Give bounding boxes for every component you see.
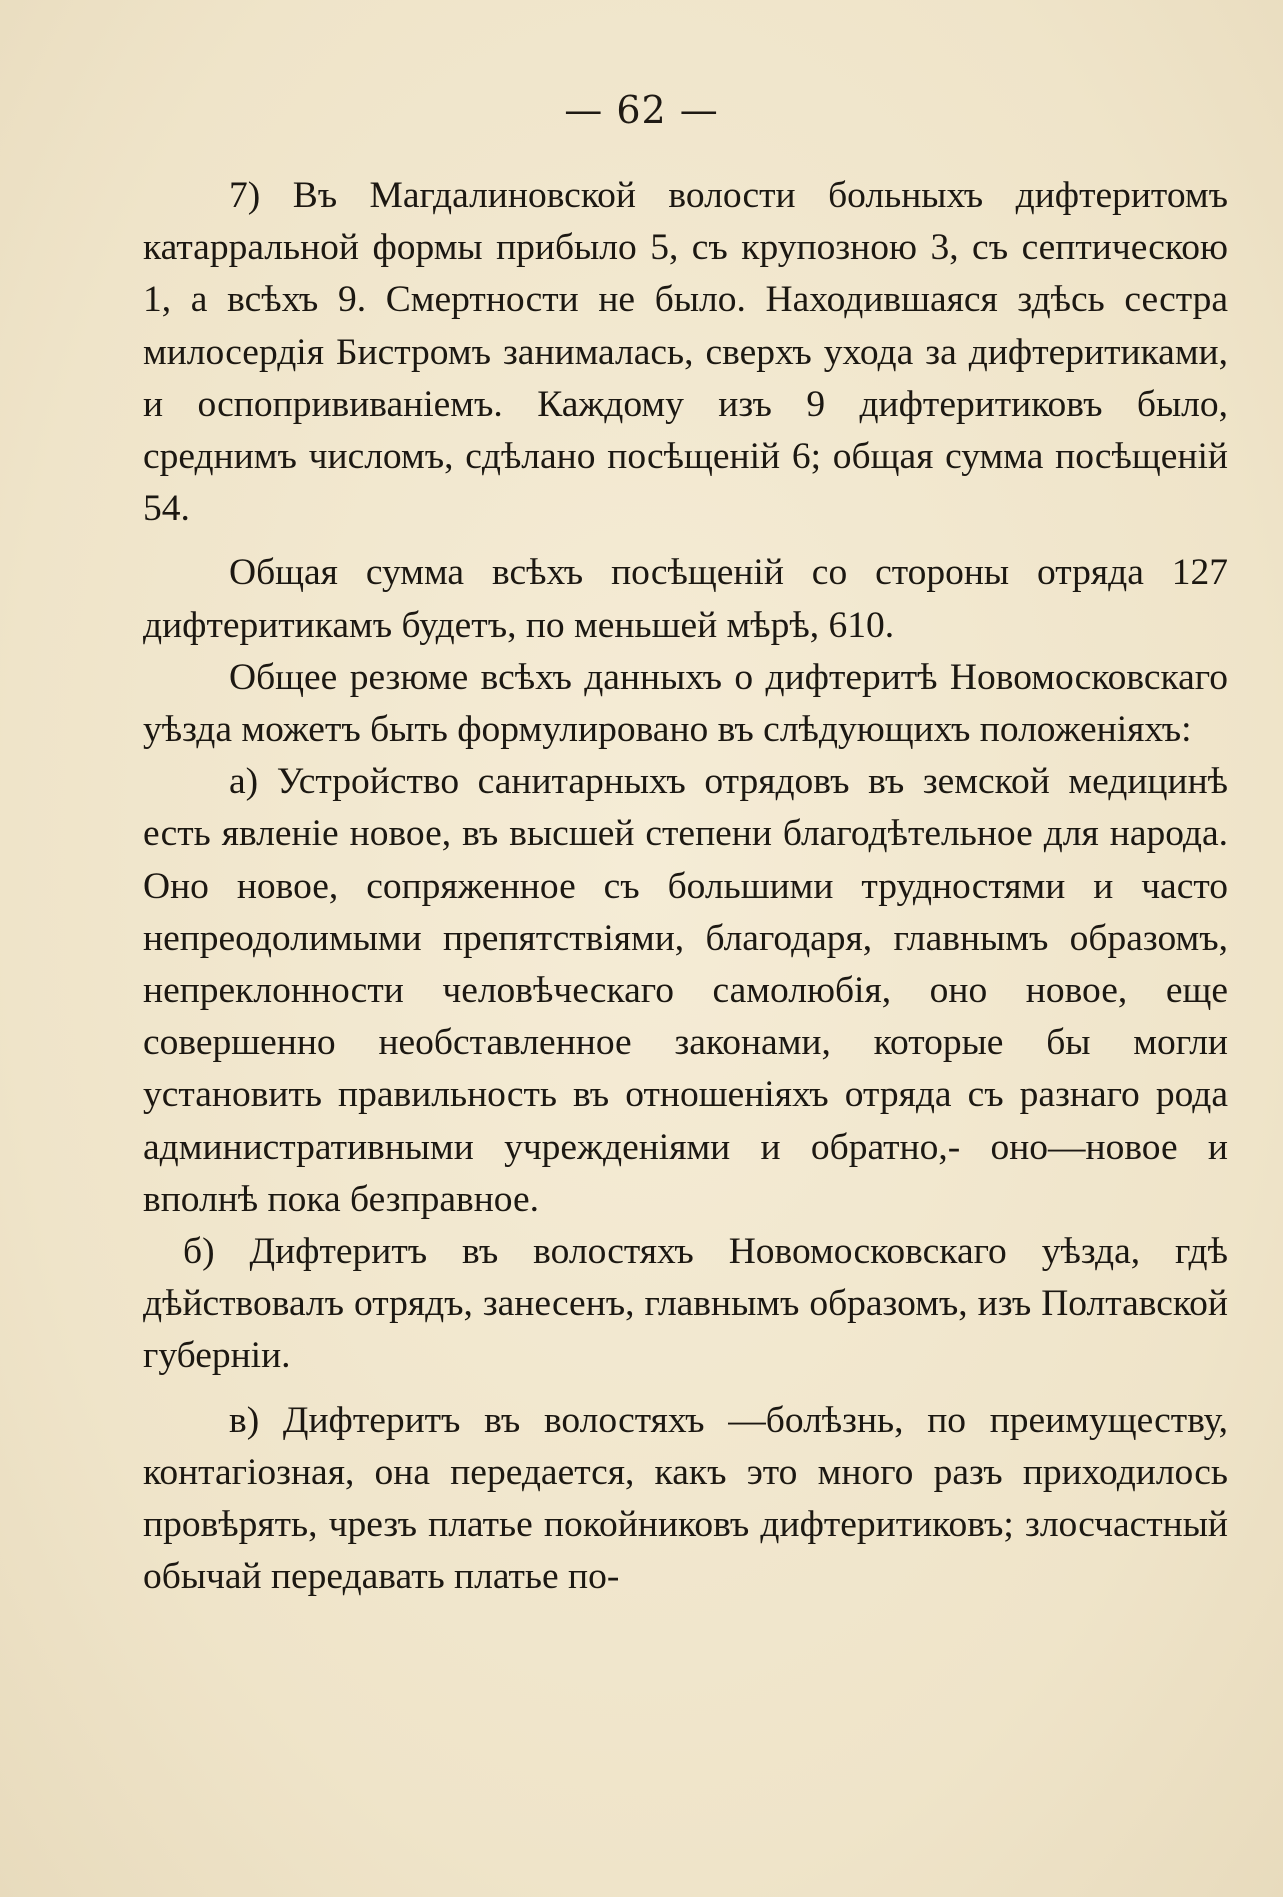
paragraph-point-b: б) Дифтеритъ въ волостяхъ Новомосковскаго уѣзда, гдѣ дѣйствовалъ отрядъ, занесенъ, главнымъ образомъ, изъ Полтавской губерніи. bbox=[143, 1231, 1228, 1377]
paragraph-point-a: а) Устройство санитарныхъ отрядовъ въ земской медицинѣ есть явленіе новое, въ высшей степени благодѣтельное для народа. Оно новое, сопряженное съ большими трудностями и часто непреодолимыми препятствіями, благодаря, главнымъ образомъ, непреклонности человѣческаго самолюбія, оно новое, еще совершенно необставленное законами, которые бы могли установить правильность въ отношеніяхъ отряда съ разнаго рода административными учрежденіями и обратно,- оно—новое и вполнѣ пока безправное. bbox=[143, 761, 1228, 1220]
paragraph-7-magdalinovskaya: 7) Въ Магдалиновской волости больныхъ дифтеритомъ катарральной формы прибыло 5, съ крупозною 3, съ септическою 1, а всѣхъ 9. Смертности не было. Находившаяся здѣсь сестра милосердія Бистромъ занималась, сверхъ ухода за дифтеритиками, и оспопрививаніемъ. Каждому изъ 9 дифтеритиковъ было, среднимъ числомъ, сдѣлано посѣщеній 6; общая сумма посѣщеній 54. bbox=[143, 175, 1228, 530]
body-text bbox=[143, 170, 1228, 1603]
paragraph-summary-intro: Общее резюме всѣхъ данныхъ о дифтеритѣ Новомосковскаго уѣзда можетъ быть формулировано въ слѣдующихъ положеніяхъ: bbox=[143, 656, 1228, 751]
paragraph-total-visits: Общая сумма всѣхъ посѣщеній со стороны отряда 127 дифтеритикамъ будетъ, по меньшей мѣрѣ, 610. bbox=[143, 552, 1228, 646]
paragraph-point-v: в) Дифтеритъ въ волостяхъ —болѣзнь, по преимуществу, контагіозная, она передается, какъ это много разъ приходилось провѣрять, чрезъ платье покойниковъ дифтеритиковъ; злосчастный обычай передавать платье по- bbox=[143, 1399, 1228, 1598]
page-number: — 62 — bbox=[564, 88, 719, 132]
